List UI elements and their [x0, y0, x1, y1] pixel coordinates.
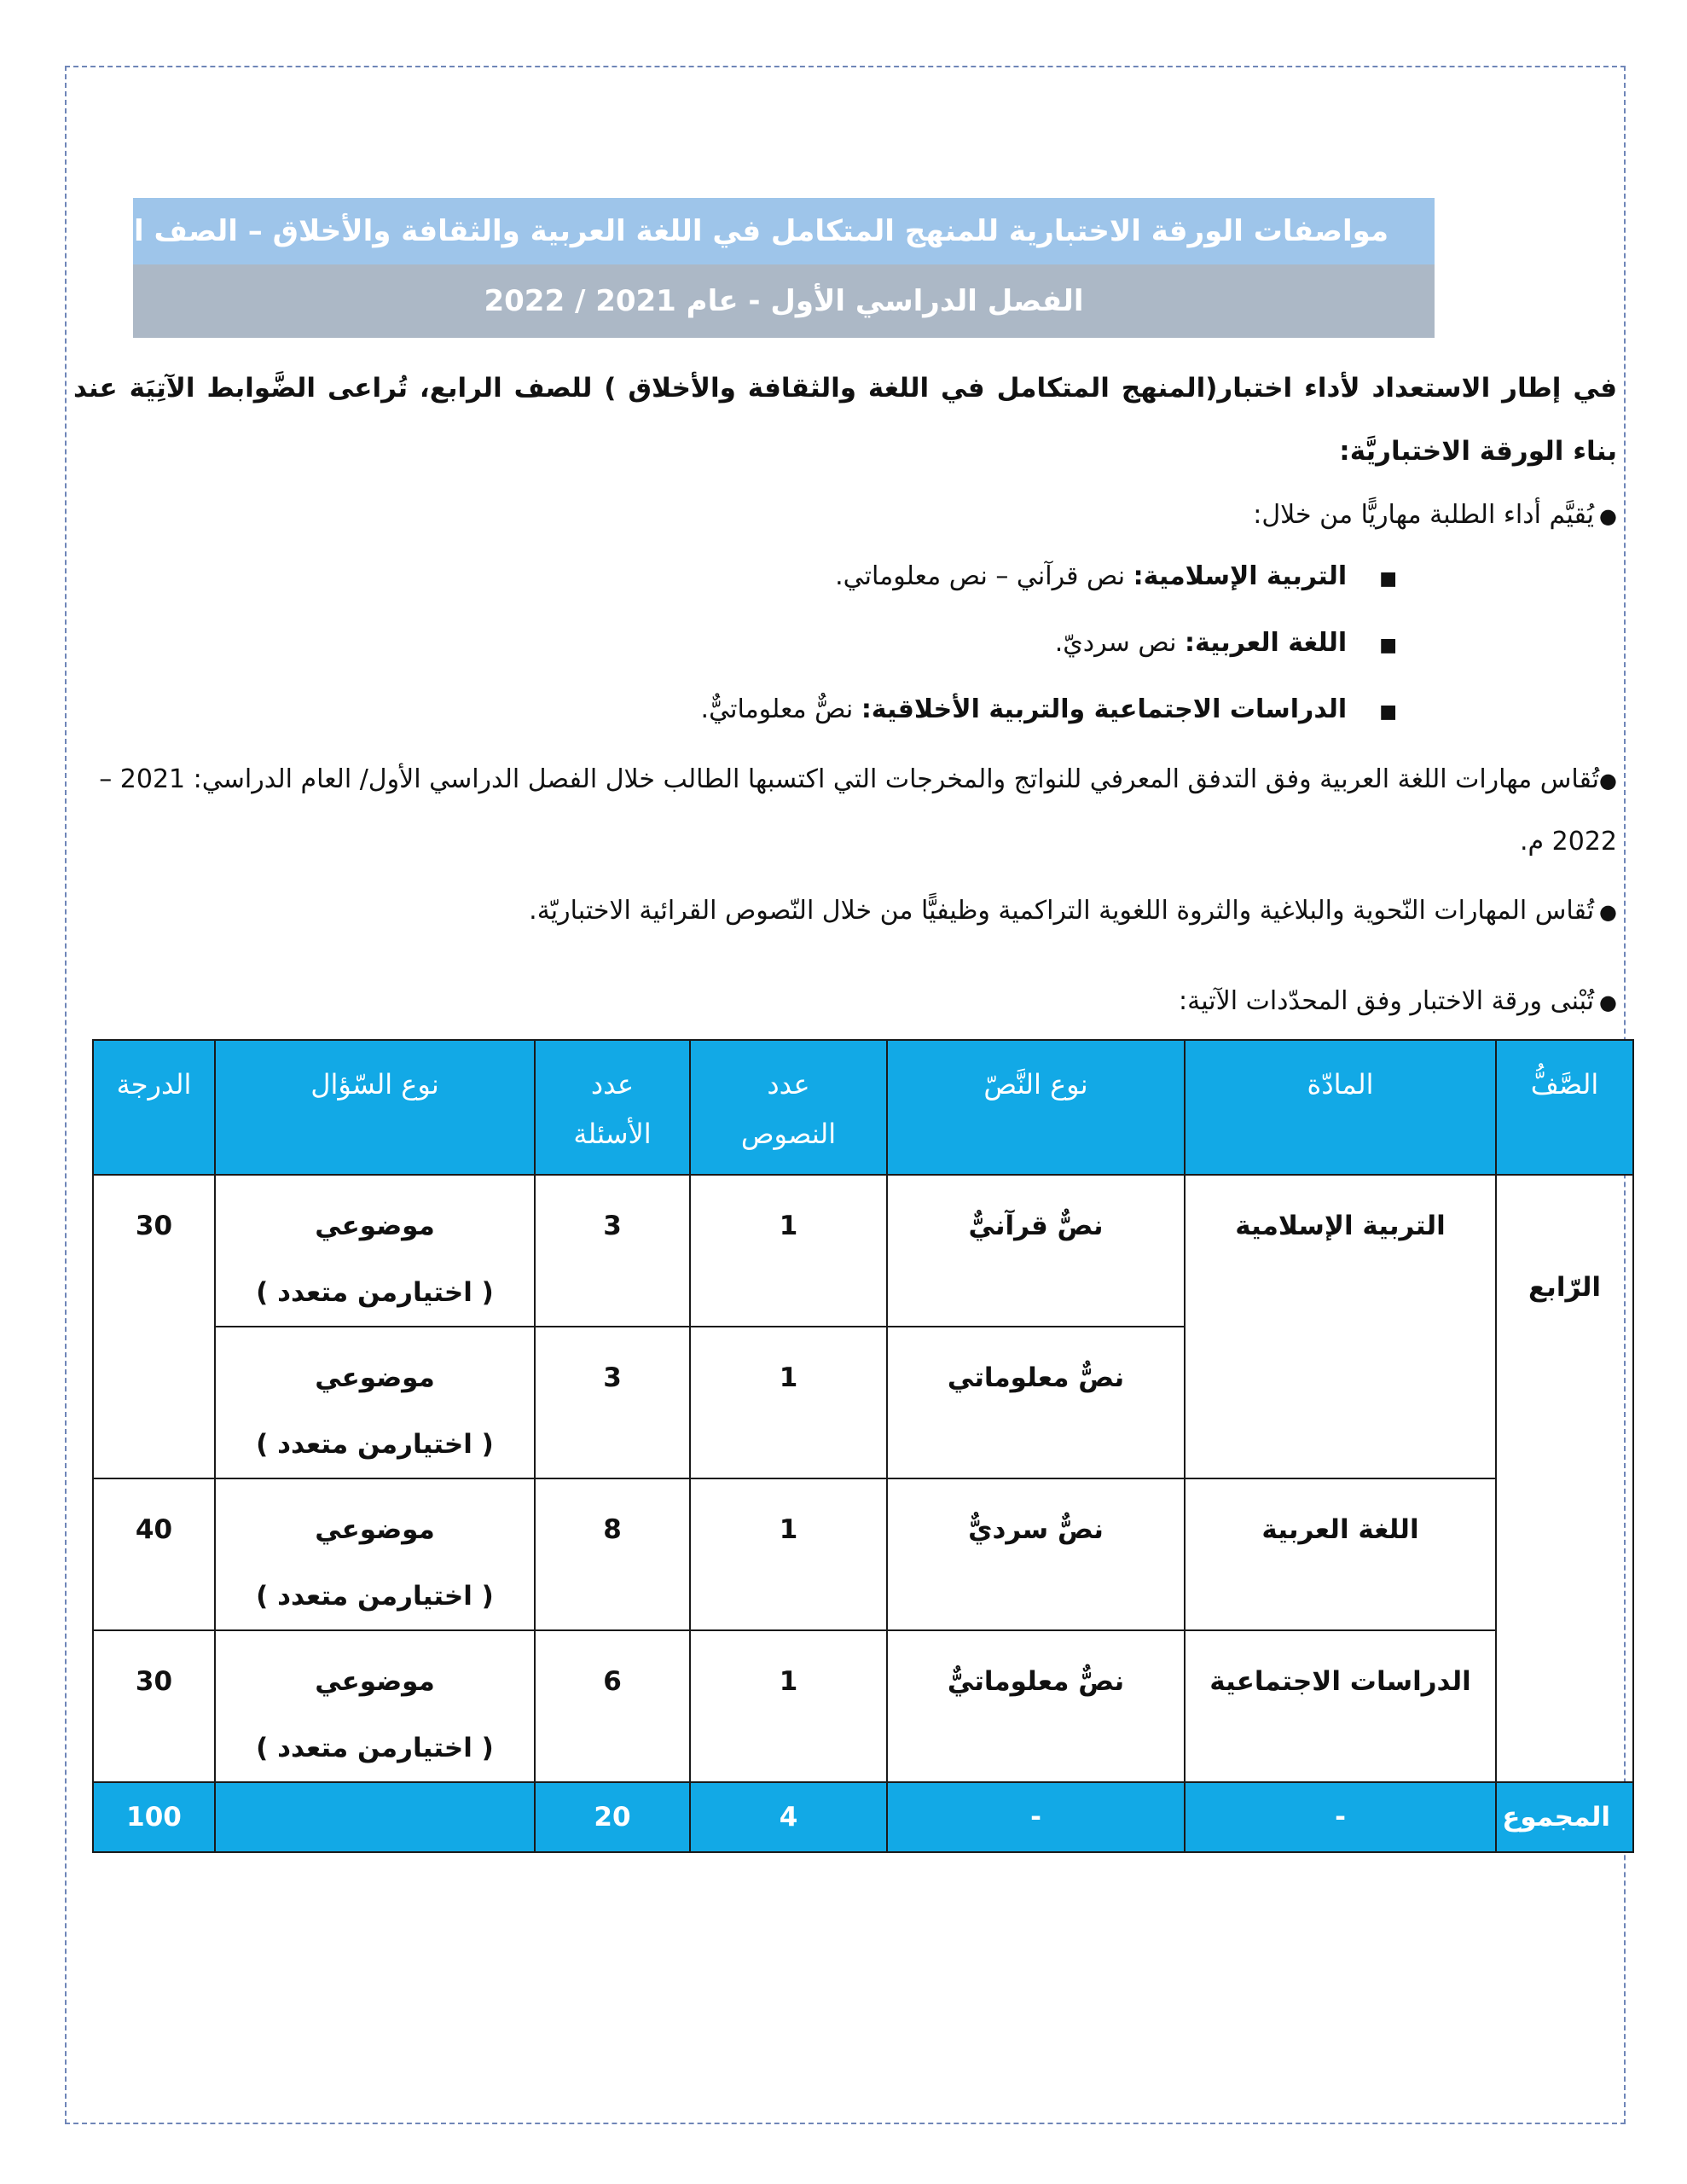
question-type-detail: ( اختيارمن متعدد )	[256, 1429, 494, 1460]
cell-question-type	[215, 1478, 535, 1630]
sub-item-label: التربية الإسلامية:	[1133, 561, 1348, 591]
intro-paragraph: في إطار الاستعداد لأداء اختبار(المنهج المتكامل في اللغة والثقافة والأخلاق ) للصف الرابع، تُراعى الضَّوابط الآتِيَة عند بناء الورقة الاختباريَّة:	[73, 373, 1617, 467]
sub-item-text: نصٌّ معلوماتيٌّ.	[700, 694, 854, 724]
bullet-item-4	[1179, 971, 1617, 1033]
cell-grade: الرّابع	[1496, 1175, 1633, 1782]
specification-table	[92, 1039, 1634, 1853]
sub-item-label: اللغة العربية:	[1184, 628, 1348, 658]
question-type-main: موضوعي	[315, 1211, 435, 1241]
bullet-text: تُبْنى ورقة الاختبار وفق المحدّدات الآتية:	[1179, 986, 1595, 1016]
cell-score: 30	[93, 1175, 215, 1478]
header-grade: الصَّفُّ	[1496, 1040, 1633, 1175]
bullet-icon: ●	[1599, 504, 1617, 528]
cell-question-type	[215, 1327, 535, 1478]
cell-text-type: نصٌّ قرآنيٌّ	[887, 1175, 1185, 1327]
cell-num-questions: 8	[535, 1478, 690, 1630]
cell-text-type: نصٌّ معلوماتيٌّ	[887, 1630, 1185, 1782]
cell-score: 30	[93, 1630, 215, 1782]
cell-num-texts: 1	[690, 1630, 887, 1782]
cell-total-text-type: -	[887, 1782, 1185, 1852]
cell-text-type: نصٌّ معلوماتي	[887, 1327, 1185, 1478]
sub-item-label: الدراسات الاجتماعية والتربية الأخلاقية:	[861, 694, 1348, 724]
header-num-texts: عدد النصوص	[690, 1040, 887, 1175]
bullet-icon: ●	[1599, 900, 1617, 924]
document-subtitle: الفصل الدراسي الأول - عام 2021 / 2022	[133, 264, 1435, 338]
sub-item-text: نص سرديّ.	[1054, 628, 1177, 658]
cell-num-questions: 3	[535, 1327, 690, 1478]
cell-total-label: المجموع	[1496, 1782, 1633, 1852]
cell-num-texts: 1	[690, 1175, 887, 1327]
sub-item-text: نص قرآني – نص معلوماتي.	[835, 561, 1126, 591]
table-header-row	[93, 1040, 1633, 1175]
question-type-main: موضوعي	[315, 1362, 435, 1393]
bullet-text: يُقيَّم أداء الطلبة مهاريًّا من خلال:	[1253, 500, 1595, 530]
cell-num-questions: 3	[535, 1175, 690, 1327]
question-type-main: موضوعي	[315, 1514, 435, 1545]
cell-subject: الدراسات الاجتماعية	[1185, 1630, 1496, 1782]
cell-total-texts: 4	[690, 1782, 887, 1852]
table-row	[93, 1630, 1633, 1782]
bullet-text: تُقاس المهارات النّحوية والبلاغية والثروة اللغوية التراكمية وظيفيًّا من خلال النّصوص القرائية الاختباريّة.	[529, 896, 1595, 926]
header-text-type: نوع النَّصّ	[887, 1040, 1185, 1175]
cell-question-type	[215, 1175, 535, 1327]
table-row	[93, 1478, 1633, 1630]
square-bullet-icon: ■	[1379, 568, 1397, 590]
bullet-icon: ●	[1599, 769, 1617, 793]
sub-item-2	[1055, 613, 1397, 677]
question-type-main: موضوعي	[315, 1666, 435, 1697]
cell-num-questions: 6	[535, 1630, 690, 1782]
question-type-detail: ( اختيارمن متعدد )	[256, 1733, 494, 1763]
cell-num-texts: 1	[690, 1478, 887, 1630]
bullet-item-1	[1253, 485, 1617, 547]
cell-total-question-type	[215, 1782, 535, 1852]
cell-score: 40	[93, 1478, 215, 1630]
cell-total-questions: 20	[535, 1782, 690, 1852]
header-question-type: نوع السّؤال	[215, 1040, 535, 1175]
table-row	[93, 1175, 1633, 1327]
header-score: الدرجة	[93, 1040, 215, 1175]
sub-item-3	[701, 679, 1397, 743]
header-subject: المادّة	[1185, 1040, 1496, 1175]
cell-question-type	[215, 1630, 535, 1782]
cell-text-type: نصٌّ سرديٌّ	[887, 1478, 1185, 1630]
bullet-icon: ●	[1599, 990, 1617, 1014]
cell-num-texts: 1	[690, 1327, 887, 1478]
cell-subject: اللغة العربية	[1185, 1478, 1496, 1630]
document-title: مواصفات الورقة الاختبارية للمنهج المتكامل في اللغة العربية والثقافة والأخلاق – الصف الرابع	[133, 198, 1435, 264]
cell-total-score: 100	[93, 1782, 215, 1852]
question-type-detail: ( اختيارمن متعدد )	[256, 1277, 494, 1308]
square-bullet-icon: ■	[1379, 635, 1397, 656]
table-total-row	[93, 1782, 1633, 1852]
cell-total-subject: -	[1185, 1782, 1496, 1852]
cell-subject: التربية الإسلامية	[1185, 1175, 1496, 1478]
bullet-item-3	[529, 880, 1617, 943]
question-type-detail: ( اختيارمن متعدد )	[256, 1581, 494, 1612]
bullet-text: تُقاس مهارات اللغة العربية وفق التدفق المعرفي للنواتج والمخرجات التي اكتسبها الطالب خلال الفصل الدراسي الأول/ العام الدراسي: 2021 – 2022 م.	[99, 764, 1617, 857]
sub-item-1	[835, 546, 1397, 610]
header-num-questions: عدد الأسئلة	[535, 1040, 690, 1175]
square-bullet-icon: ■	[1379, 701, 1397, 723]
bullet-item-2	[73, 749, 1617, 873]
